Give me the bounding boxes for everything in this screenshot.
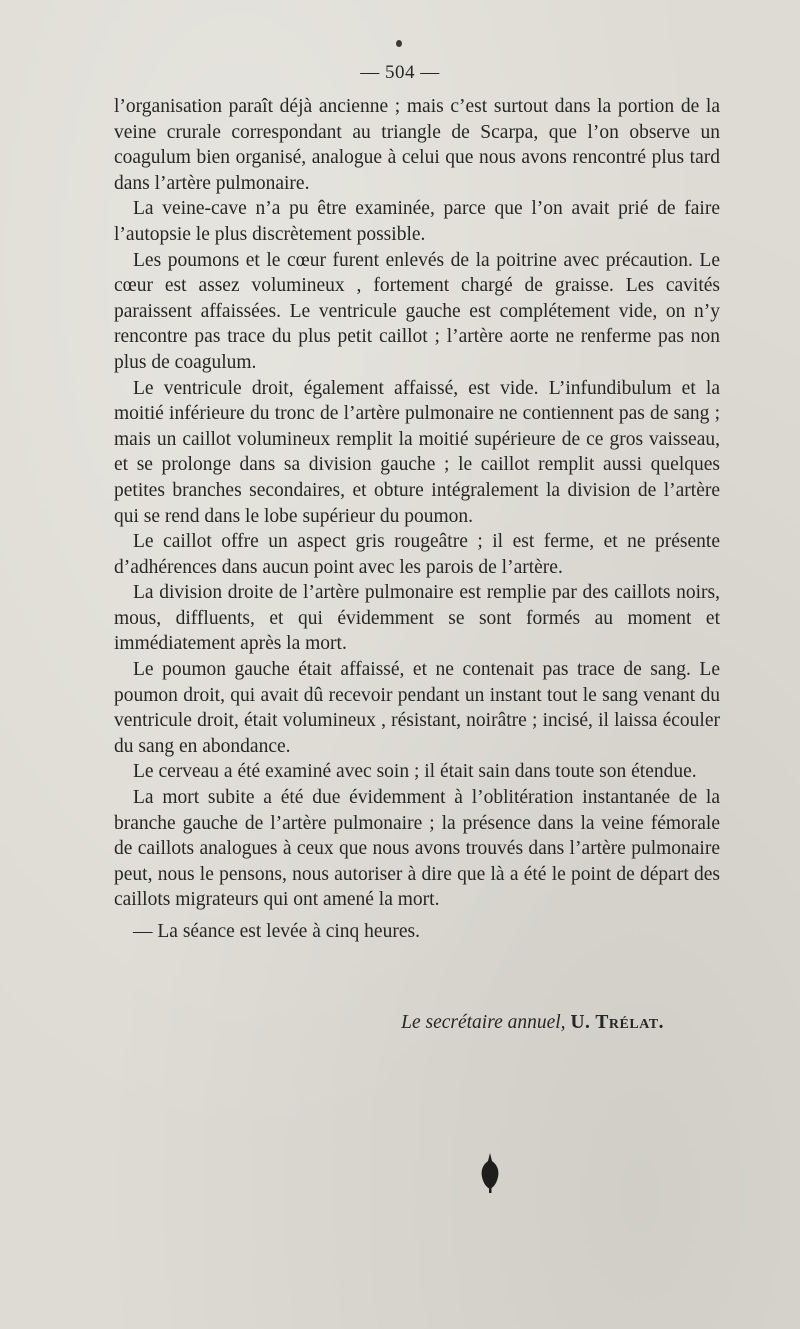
- paragraph-brain: Le cerveau a été examiné avec soin ; il était sain dans toute son étendue.: [133, 761, 697, 783]
- paragraph-left-lung: Le poumon gauche était affaissé, et ne contenait pas trace de sang. Le poumon droit, qui avait dû recevoir pendant un instant tout le sang venant du ventricule droit, était volumineux , résistant, noirâtre ; incisé, il laissa écouler du sang en abondance.: [114, 659, 720, 757]
- signature-role: Le secrétaire annuel,: [401, 1012, 566, 1033]
- paragraph-right-ventricle: Le ventricule droit, également affaissé, est vide. L’infundibulum et la moitié inférieure du tronc de l’artère pulmonaire ne contiennent pas de sang ; mais un caillot volumineux remplit la moitié supérieure de ce gros vaisseau, et se prolonge dans sa division gauche ; le caillot remplit aussi quelques petites branches secondaires, et obture intégralement la division de l’artère qui se rend dans le lobe supérieur du poumon.: [114, 377, 720, 527]
- body-text: [114, 94, 720, 945]
- ink-speck: [396, 40, 402, 47]
- page-number: — 504 —: [360, 62, 440, 83]
- end-ornament-icon: [479, 1153, 501, 1193]
- signature: [0, 1012, 664, 1034]
- paragraph-conclusion: La mort subite a été due évidemment à l’oblitération instantanée de la branche gauche de l’artère pulmonaire ; la présence dans la veine fémorale de caillots analogues à ceux que nous avons trouvés dans l’artère pulmonaire peut, nous le pensons, nous autoriser à dire que là a été le point de départ des caillots migrateurs qui ont amené la mort.: [114, 787, 720, 911]
- paragraph-vena-cava: La veine-cave n’a pu être examinée, parce que l’on avait prié de faire l’autopsie le plus discrètement possible.: [114, 198, 720, 245]
- paragraph-continuation: l’organisation paraît déjà ancienne ; mais c’est surtout dans la portion de la veine crurale correspondant au triangle de Scarpa, que l’on observe un coagulum bien organisé, analogue à celui que nous avons rencontré plus tard dans l’artère pulmonaire.: [114, 96, 720, 194]
- session-closing: — La séance est levée à cinq heures.: [133, 921, 420, 942]
- paragraph-lungs-heart: Les poumons et le cœur furent enlevés de la poitrine avec précaution. Le cœur est assez volumineux , fortement chargé de graisse. Les cavités paraissent affaissées. Le ventricule gauche est complétement vide, on n’y rencontre pas trace du plus petit caillot ; l’artère aorte ne renferme pas non plus de coagulum.: [114, 249, 720, 373]
- paragraph-right-division: La division droite de l’artère pulmonaire est remplie par des caillots noirs, mous, diffluents, et qui évidemment se sont formés au moment et immédiatement après la mort.: [114, 582, 720, 655]
- signature-name: U. Trélat.: [570, 1012, 664, 1033]
- paragraph-clot-aspect: Le caillot offre un aspect gris rougeâtre ; il est ferme, et ne présente d’adhérences dans aucun point avec les parois de l’artère.: [114, 531, 720, 578]
